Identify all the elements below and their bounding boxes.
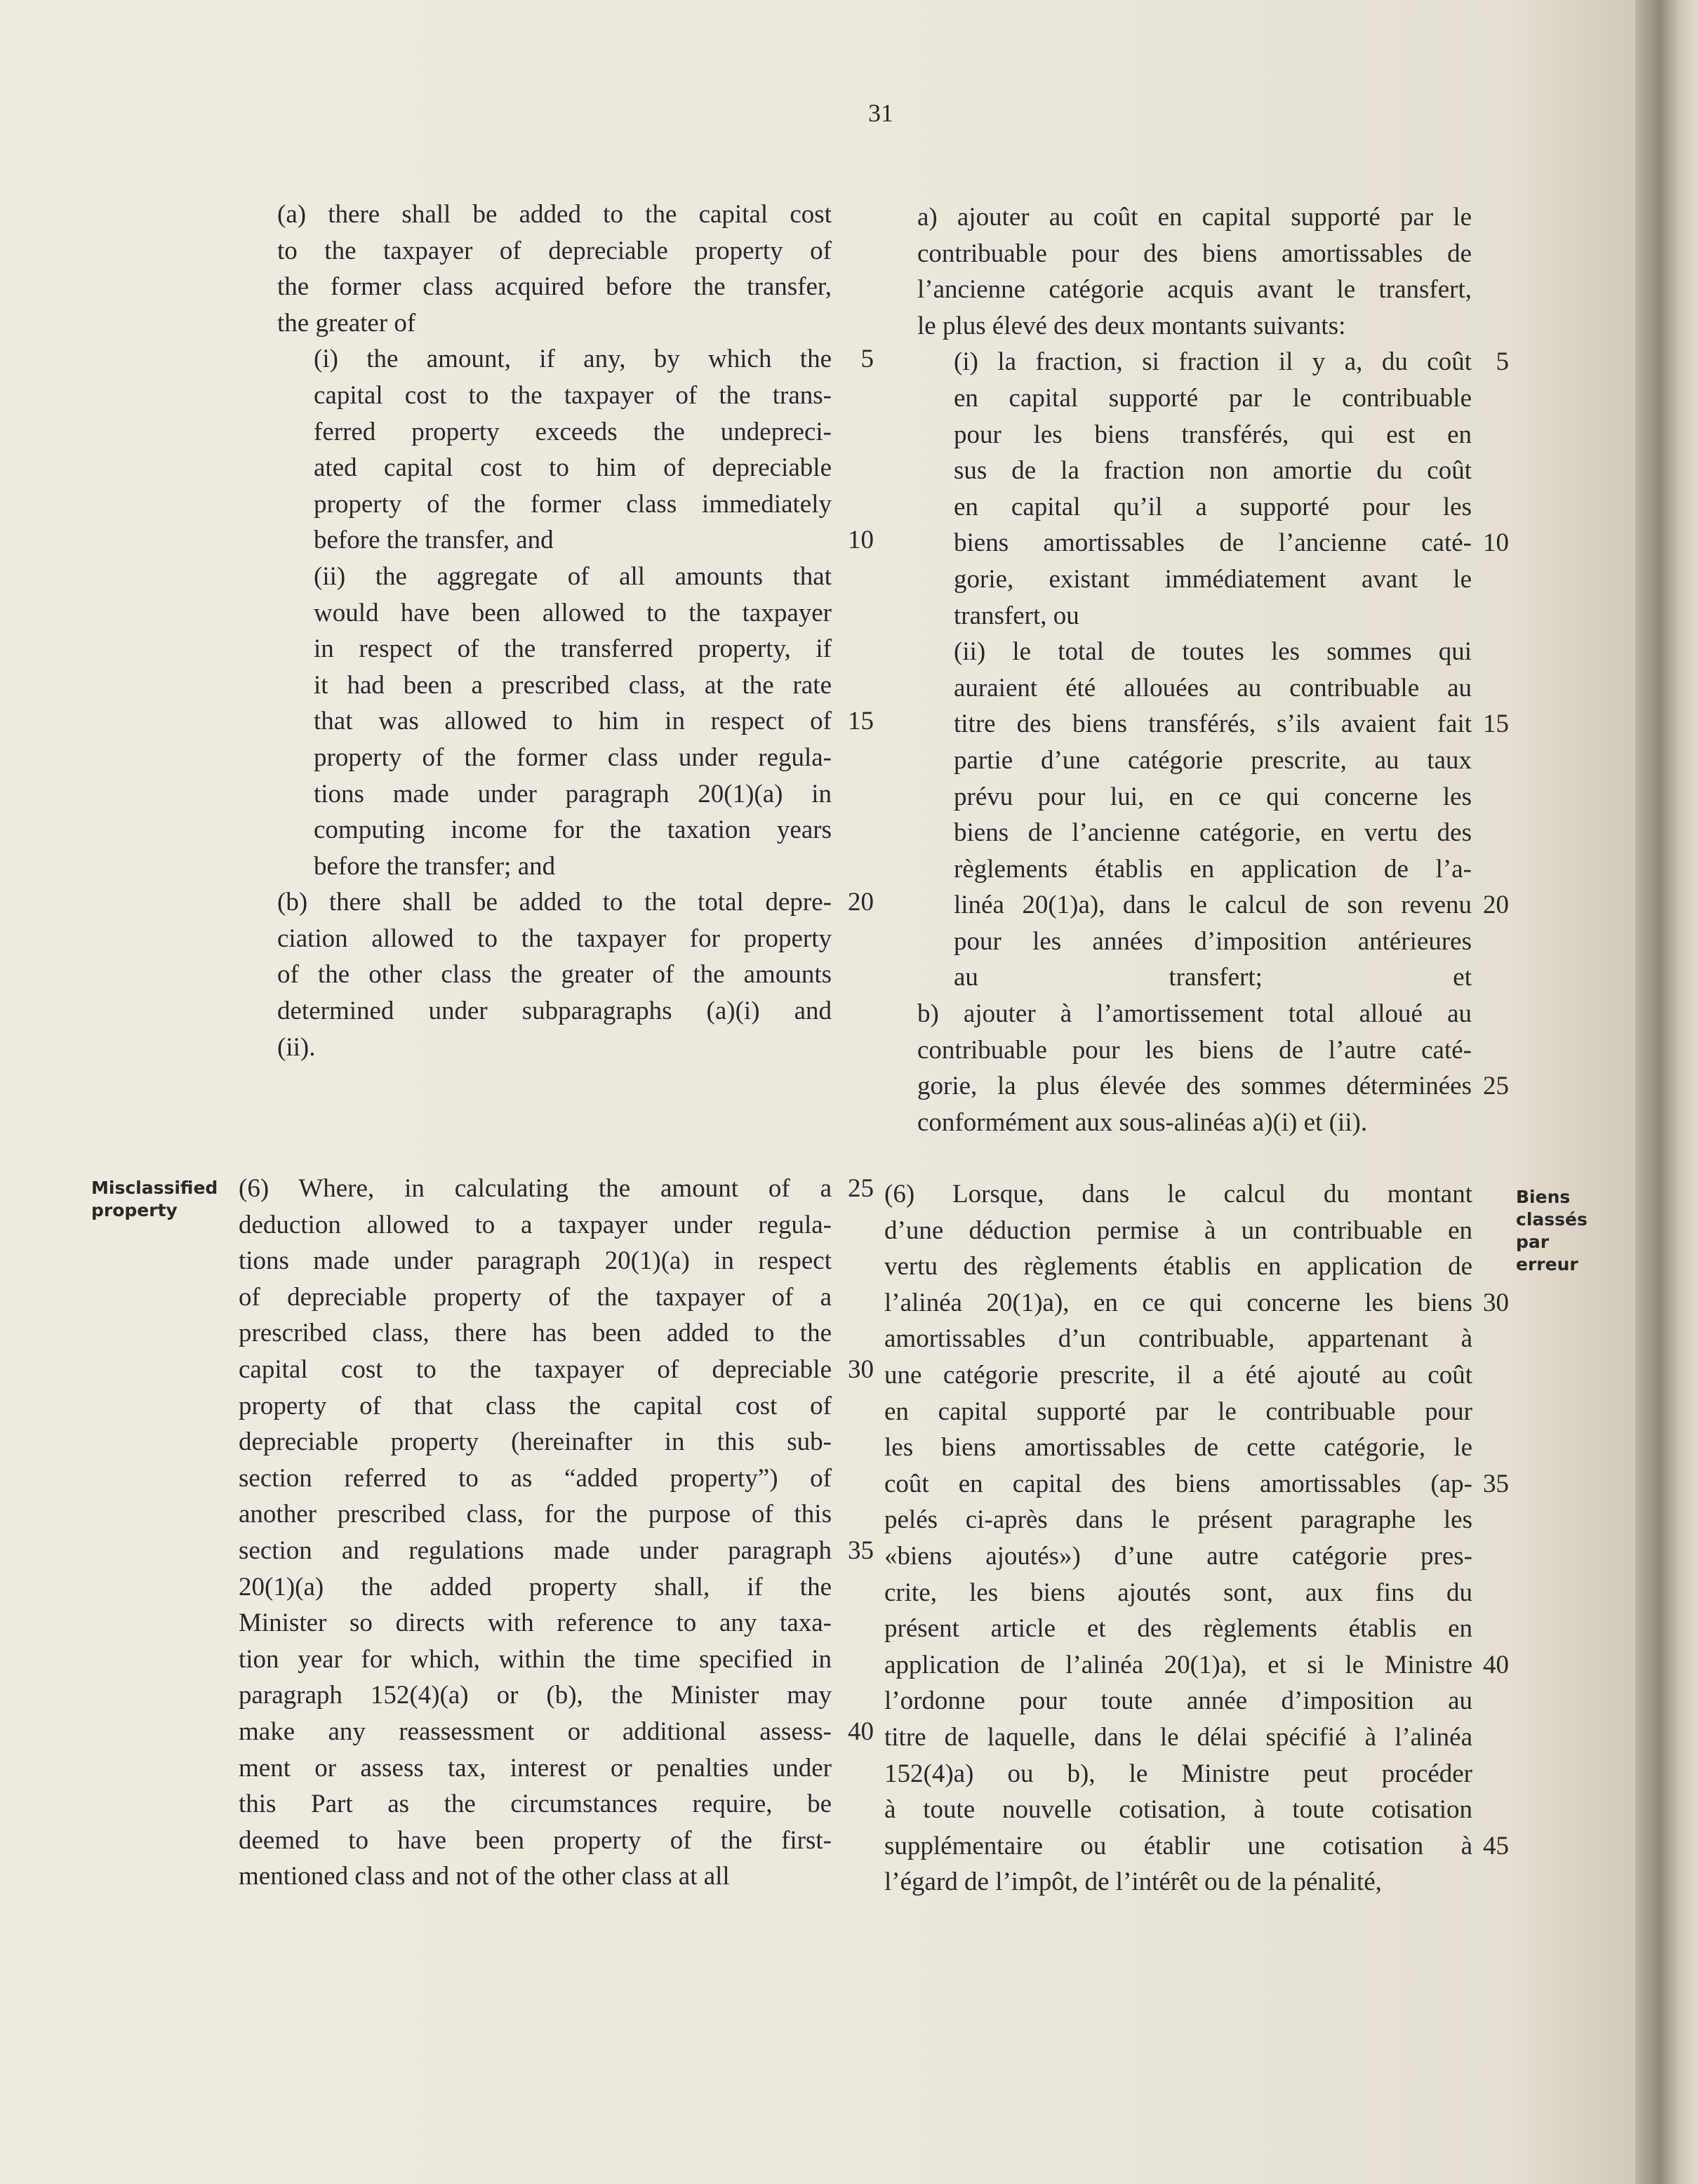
text-line: crite, les biens ajoutés sont, aux fins du xyxy=(884,1578,1472,1607)
line-number: 5 xyxy=(1496,347,1509,377)
english-paragraph-5-text xyxy=(277,197,832,1065)
text-line: of the other class the greater of the amounts xyxy=(277,960,832,990)
text-line: conformément aux sous-alinéas a)(i) et (ii). xyxy=(917,1107,1368,1137)
text-line: vertu des règlements établis en application de xyxy=(884,1252,1472,1281)
text-line: l’ordonne pour toute année d’imposition au xyxy=(884,1686,1472,1716)
french-subsection-6-text xyxy=(884,1176,1472,1900)
text-line: au transfert; et xyxy=(954,963,1472,992)
text-line: application de l’alinéa 20(1)a), et si le Ministre xyxy=(884,1650,1472,1679)
text-line: biens de l’ancienne catégorie, en vertu des xyxy=(954,818,1472,848)
text-line: 20(1)(a) the added property shall, if the xyxy=(239,1572,832,1602)
text-line: capital cost to the taxpayer of depreciable xyxy=(239,1354,832,1384)
page-number: 31 xyxy=(868,99,893,127)
text-line: amortissables d’un contribuable, appartenant à xyxy=(884,1324,1472,1354)
text-line: Minister so directs with reference to any taxa- xyxy=(239,1609,832,1638)
text-line: l’alinéa 20(1)a), en ce qui concerne les biens xyxy=(884,1288,1472,1317)
text-line: tions made under paragraph 20(1)(a) in respect xyxy=(239,1246,832,1276)
text-line: gorie, la plus élevée des sommes déterminées xyxy=(917,1072,1472,1101)
text-line: ciation allowed to the taxpayer for property xyxy=(277,924,832,953)
line-number: 30 xyxy=(848,1355,874,1384)
text-line: coût en capital des biens amortissables (ap- xyxy=(884,1469,1472,1498)
text-line: a) ajouter au coût en capital supporté par le xyxy=(917,203,1472,232)
text-line: ferred property exceeds the undepreci- xyxy=(314,417,832,446)
margin-note-line: classés xyxy=(1516,1209,1588,1230)
text-line: transfert, ou xyxy=(954,601,1079,630)
margin-note-line: property xyxy=(91,1200,178,1220)
text-line: it had been a prescribed class, at the rate xyxy=(314,670,832,700)
line-number: 5 xyxy=(860,345,874,374)
text-line: (i) the amount, if any, by which the xyxy=(314,345,832,374)
margin-note-line: erreur xyxy=(1516,1254,1578,1274)
text-line: property of that class the capital cost of xyxy=(239,1391,832,1420)
text-line: gorie, existant immédiatement avant le xyxy=(954,564,1472,594)
margin-note-line: Misclassified xyxy=(91,1178,218,1198)
text-line: section referred to as “added property”) of xyxy=(239,1463,832,1493)
text-line: another prescribed class, for the purpose of this xyxy=(239,1500,832,1529)
line-number: 35 xyxy=(848,1536,874,1565)
text-line: 152(4)a) ou b), le Ministre peut procéder xyxy=(884,1759,1472,1788)
text-line: the greater of xyxy=(277,308,416,338)
text-line: supplémentaire ou établir une cotisation à xyxy=(884,1831,1472,1860)
text-line: (i) la fraction, si fraction il y a, du coût xyxy=(954,347,1472,377)
text-line: section and regulations made under paragraph xyxy=(239,1536,832,1565)
text-line: paragraph 152(4)(a) or (b), the Minister may xyxy=(239,1681,832,1710)
text-line: the former class acquired before the transfer, xyxy=(277,272,832,302)
text-line: that was allowed to him in respect of xyxy=(314,707,832,736)
text-line: before the transfer; and xyxy=(314,851,556,881)
text-line: would have been allowed to the taxpayer xyxy=(314,598,832,627)
text-line: make any reassessment or additional assess- xyxy=(239,1717,832,1746)
text-line: «biens ajoutés») d’une autre catégorie pres- xyxy=(884,1541,1472,1571)
text-line: in respect of the transferred property, if xyxy=(314,634,832,664)
text-line: pelés ci-après dans le présent paragraphe les xyxy=(884,1505,1472,1535)
text-line: before the transfer, and xyxy=(314,526,554,555)
text-line: ment or assess tax, interest or penalties under xyxy=(239,1753,832,1783)
text-line: en capital supporté par le contribuable xyxy=(954,383,1472,413)
text-line: l’égard de l’impôt, de l’intérêt ou de la pénalité, xyxy=(884,1867,1382,1897)
text-line: d’une déduction permise à un contribuable en xyxy=(884,1216,1472,1245)
english-subsection-6-text xyxy=(239,1171,832,1895)
text-line: property of the former class immediately xyxy=(314,489,832,519)
margin-note-misclassified-property xyxy=(91,1177,239,1222)
text-line: en capital supporté par le contribuable pour xyxy=(884,1397,1472,1426)
margin-note-line: Biens xyxy=(1516,1187,1571,1207)
text-line: linéa 20(1)a), dans le calcul de son revenu xyxy=(954,891,1472,920)
text-line: (6) Lorsque, dans le calcul du montant xyxy=(884,1180,1472,1208)
line-number: 10 xyxy=(848,526,874,555)
text-line: le plus élevé des deux montants suivants: xyxy=(917,311,1346,340)
text-line: determined under subparagraphs (a)(i) and xyxy=(277,997,832,1026)
text-line: tion year for which, within the time specified in xyxy=(239,1644,832,1674)
text-line: pour les biens transférés, qui est en xyxy=(954,420,1472,449)
text-line: pour les années d’imposition antérieures xyxy=(954,926,1472,956)
text-line: deemed to have been property of the first- xyxy=(239,1825,832,1855)
book-binding-edge xyxy=(1635,0,1697,2184)
text-line: sus de la fraction non amortie du coût xyxy=(954,456,1472,486)
text-line: à toute nouvelle cotisation, à toute cotisation xyxy=(884,1795,1472,1825)
text-line: of depreciable property of the taxpayer of a xyxy=(239,1282,832,1312)
text-line: to the taxpayer of depreciable property of xyxy=(277,236,832,265)
text-line: règlements établis en application de l’a- xyxy=(954,854,1472,884)
line-number: 30 xyxy=(1483,1288,1509,1317)
text-line: présent article et des règlements établis en xyxy=(884,1614,1472,1644)
text-line: capital cost to the taxpayer of the trans- xyxy=(314,380,832,410)
text-line: b) ajouter à l’amortissement total alloué au xyxy=(917,999,1472,1029)
line-number: 25 xyxy=(1483,1072,1509,1101)
text-line: partie d’une catégorie prescrite, au taux xyxy=(954,745,1472,775)
text-line: l’ancienne catégorie acquis avant le transfert, xyxy=(917,275,1472,305)
line-number: 35 xyxy=(1483,1469,1509,1498)
line-number: 10 xyxy=(1483,528,1509,558)
line-number: 20 xyxy=(848,888,874,917)
line-number: 40 xyxy=(1483,1650,1509,1679)
text-line: les biens amortissables de cette catégorie, le xyxy=(884,1433,1472,1463)
text-line: contribuable pour des biens amortissables de xyxy=(917,239,1472,268)
text-line: computing income for the taxation years xyxy=(314,815,832,845)
text-line: une catégorie prescrite, il a été ajouté au coût xyxy=(884,1360,1472,1390)
text-line: (ii) le total de toutes les sommes qui xyxy=(954,637,1472,667)
text-line: prévu pour lui, en ce qui concerne les xyxy=(954,782,1472,811)
text-line: property of the former class under regula- xyxy=(314,743,832,772)
text-line: contribuable pour les biens de l’autre caté- xyxy=(917,1035,1472,1065)
text-line: (a) there shall be added to the capital cost xyxy=(277,200,832,229)
french-paragraph-5-text xyxy=(917,199,1472,1140)
line-number: 45 xyxy=(1483,1831,1509,1860)
line-number: 20 xyxy=(1483,891,1509,920)
text-line: titre des biens transférés, s’ils avaient fait xyxy=(954,710,1472,739)
line-number: 40 xyxy=(848,1717,874,1746)
text-line: en capital qu’il a supporté pour les xyxy=(954,492,1472,521)
line-number: 15 xyxy=(848,707,874,736)
text-line: depreciable property (hereinafter in this sub- xyxy=(239,1427,832,1457)
line-number: 25 xyxy=(848,1174,874,1203)
text-line: ated capital cost to him of depreciable xyxy=(314,453,832,483)
margin-note-biens-classes-par-erreur xyxy=(1516,1186,1600,1276)
text-line: auraient été allouées au contribuable au xyxy=(954,673,1472,703)
text-line: mentioned class and not of the other class at all xyxy=(239,1862,730,1891)
text-line: this Part as the circumstances require, be xyxy=(239,1790,832,1819)
text-line: (ii) the aggregate of all amounts that xyxy=(314,561,832,591)
text-line: prescribed class, there has been added to the xyxy=(239,1319,832,1348)
text-line: tions made under paragraph 20(1)(a) in xyxy=(314,779,832,808)
margin-note-line: par xyxy=(1516,1232,1550,1252)
text-line: biens amortissables de l’ancienne caté- xyxy=(954,528,1472,558)
line-number: 15 xyxy=(1483,710,1509,739)
text-line: deduction allowed to a taxpayer under regula- xyxy=(239,1210,832,1239)
text-line: (6) Where, in calculating the amount of a xyxy=(239,1174,832,1203)
text-line: (ii). xyxy=(277,1032,316,1062)
text-line: (b) there shall be added to the total depre- xyxy=(277,888,832,917)
text-line: titre de laquelle, dans le délai spécifié à l’alinéa xyxy=(884,1722,1472,1752)
